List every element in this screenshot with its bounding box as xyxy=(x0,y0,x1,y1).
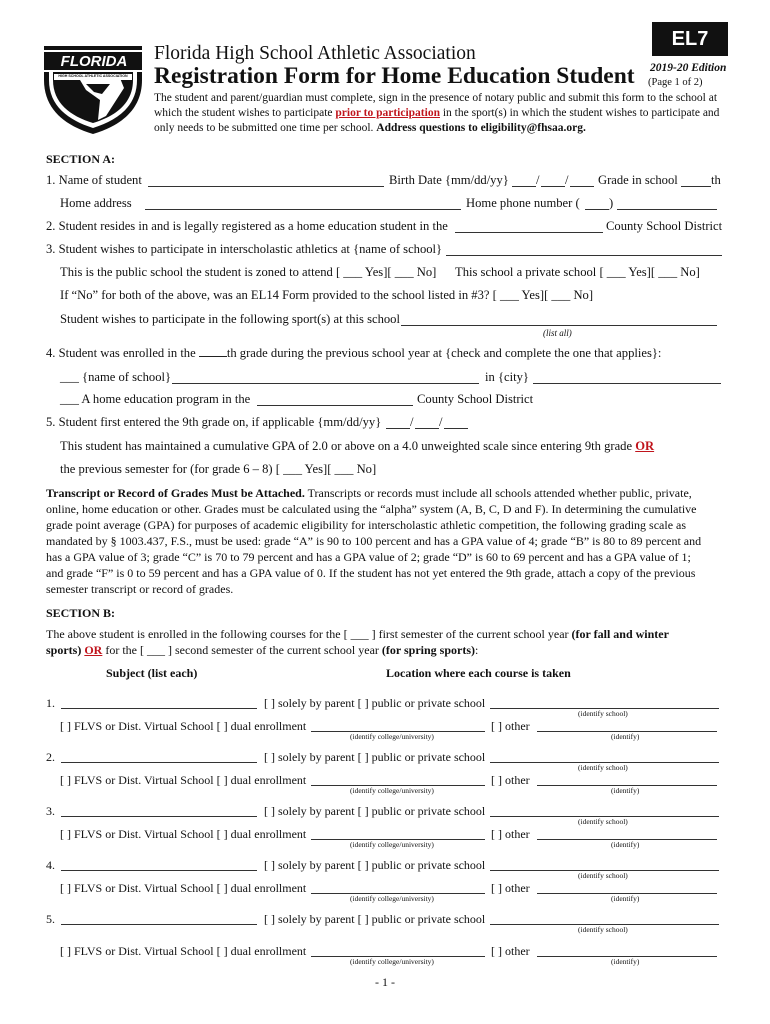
intro-line-3 xyxy=(154,122,586,134)
identify-school-hint: (identify school) xyxy=(578,763,628,772)
page-number: - 1 - xyxy=(375,975,395,989)
transcript-line-2: online, home education or other. Grades must be calculated using the “alpha” system (A, B, C, D and F). In determining the cumulative xyxy=(46,502,697,516)
ninth-day-field[interactable] xyxy=(415,428,439,429)
paren: ) xyxy=(609,196,614,210)
q1-name-label: 1. Name of student xyxy=(46,173,142,187)
identify-other-hint: (identify) xyxy=(611,957,640,966)
transcript-line-5: has a GPA value of 3; grade “C” is 70 to 79 percent and has a GPA value of 2; grade “D” is 60 to 69 percent and has a GPA value of 1; xyxy=(46,550,691,564)
virtual-or-dual-options[interactable]: [ ] FLVS or Dist. Virtual School [ ] dual enrollment xyxy=(60,719,307,733)
virtual-or-dual-options[interactable]: [ ] FLVS or Dist. Virtual School [ ] dual enrollment xyxy=(60,773,307,787)
q1-th: th xyxy=(711,173,721,187)
grade-field[interactable] xyxy=(681,186,711,187)
identify-school-hint: (identify school) xyxy=(578,709,628,718)
transcript-line-7: semester transcript or record of grades. xyxy=(46,582,234,596)
other-option[interactable]: [ ] other xyxy=(491,881,530,895)
county-district-field[interactable] xyxy=(455,232,603,233)
course-subject-field[interactable] xyxy=(61,816,257,817)
q4-home-tail: County School District xyxy=(417,392,534,406)
or-emphasis: OR xyxy=(84,643,103,657)
organization-name: Florida High School Athletic Association xyxy=(154,43,476,64)
colon: : xyxy=(475,643,479,657)
q4-label xyxy=(46,345,661,361)
course-subject-field[interactable] xyxy=(61,924,257,925)
birth-day-field[interactable] xyxy=(541,186,565,187)
page-of-label: (Page 1 of 2) xyxy=(648,77,703,88)
other-option[interactable]: [ ] other xyxy=(491,827,530,841)
q5-label: 5. Student first entered the 9th grade on, if applicable {mm/dd/yy} xyxy=(46,415,382,429)
parent-or-school-options[interactable]: [ ] solely by parent [ ] public or private school xyxy=(264,912,486,926)
transcript-line-3: grade point average (GPA) for purposes of academic eligibility for interscholastic athletic competition, the following grading scale as xyxy=(46,518,687,532)
transcript-line-6: and grade “F” is 0 to 59 percent and has a GPA value of 0. If the student has not yet entered the 9th grade, attach a copy of the previous xyxy=(46,566,696,580)
transcript-line-4: mandated by § 1003.437, F.S., must be used: grade “A” is 90 to 100 percent and has a GPA value of 4; grade “B” is 80 to 89 percent and xyxy=(46,534,702,548)
section-a-heading: SECTION A: xyxy=(46,152,116,166)
subject-column-header: Subject (list each) xyxy=(106,666,198,680)
intro-text: only needs to be submitted one time per school. xyxy=(154,122,377,134)
previous-grade-field[interactable] xyxy=(199,345,227,357)
identify-school-hint: (identify school) xyxy=(578,871,628,880)
q4-text: 4. Student was enrolled in the xyxy=(46,346,199,360)
parent-or-school-options[interactable]: [ ] solely by parent [ ] public or private school xyxy=(264,858,486,872)
zoned-school-question[interactable]: This is the public school the student is zoned to attend [ ___ Yes][ ___ No] xyxy=(60,265,437,279)
home-phone-field[interactable] xyxy=(617,209,717,210)
intro-line-2 xyxy=(154,107,719,119)
fall-winter-label: (for fall and winter xyxy=(571,627,669,641)
fhsaa-logo xyxy=(40,40,146,136)
course-row-number: 1. xyxy=(46,696,55,710)
identify-other-hint: (identify) xyxy=(611,732,640,741)
or-emphasis: OR xyxy=(635,439,655,453)
section-b-line-1[interactable] xyxy=(46,627,669,642)
section-b-heading: SECTION B: xyxy=(46,606,116,620)
intro-line-1: The student and parent/guardian must complete, sign in the presence of notary public and submit this form to the school at xyxy=(154,92,718,104)
sports-label: Student wishes to participate in the following sport(s) at this school xyxy=(60,312,400,326)
virtual-or-dual-options[interactable]: [ ] FLVS or Dist. Virtual School [ ] dual enrollment xyxy=(60,827,307,841)
participation-school-field[interactable] xyxy=(446,255,722,256)
identify-other-hint: (identify) xyxy=(611,786,640,795)
gpa-previous-semester[interactable]: the previous semester for (for grade 6 – 8) [ ___ Yes][ ___ No] xyxy=(60,462,377,476)
other-option[interactable]: [ ] other xyxy=(491,944,530,958)
birth-year-field[interactable] xyxy=(570,186,594,187)
q4-home-option[interactable]: ___ A home education program in the xyxy=(60,392,251,406)
parent-or-school-options[interactable]: [ ] solely by parent [ ] public or private school xyxy=(264,750,486,764)
home-education-county-field[interactable] xyxy=(257,405,413,406)
course-subject-field[interactable] xyxy=(61,762,257,763)
intro-text: in the sport(s) in which the student wishes to participate and xyxy=(439,107,720,119)
logo-subtext: HIGH SCHOOL ATHLETIC ASSOCIATION xyxy=(58,74,128,78)
q1-birth-label: Birth Date {mm/dd/yy} xyxy=(389,173,509,187)
other-option[interactable]: [ ] other xyxy=(491,719,530,733)
slash: / xyxy=(410,415,414,429)
identify-college-hint: (identify college/university) xyxy=(350,840,434,849)
virtual-or-dual-options[interactable]: [ ] FLVS or Dist. Virtual School [ ] dual enrollment xyxy=(60,944,307,958)
sports-close: sports) xyxy=(46,643,85,657)
section-b-line-2[interactable] xyxy=(46,643,478,658)
previous-school-field[interactable] xyxy=(172,383,479,384)
course-row-number: 4. xyxy=(46,858,55,872)
course-row-number: 5. xyxy=(46,912,55,926)
identify-other-hint: (identify) xyxy=(611,894,640,903)
form-title: Registration Form for Home Education Student xyxy=(154,63,635,89)
phone-area-code-field[interactable] xyxy=(585,209,609,210)
parent-or-school-options[interactable]: [ ] solely by parent [ ] public or private school xyxy=(264,804,486,818)
section-b-text: The above student is enrolled in the following courses for the [ ___ ] first semester of the current school year xyxy=(46,627,572,641)
q4-text: th grade during the previous school year at {check and complete the one that applies}: xyxy=(226,346,662,360)
ninth-year-field[interactable] xyxy=(444,428,468,429)
q4-school-option[interactable]: ___ {name of school} xyxy=(60,370,172,384)
q2-tail: County School District xyxy=(606,219,723,233)
birth-month-field[interactable] xyxy=(512,186,536,187)
identify-school-hint: (identify school) xyxy=(578,817,628,826)
contact-email: Address questions to eligibility@fhsaa.org. xyxy=(376,122,586,134)
home-phone-label: Home phone number ( xyxy=(466,196,580,210)
identify-school-hint: (identify school) xyxy=(578,925,628,934)
identify-college-hint: (identify college/university) xyxy=(350,894,434,903)
private-school-question[interactable]: This school a private school [ ___ Yes][ ___ No] xyxy=(455,265,700,279)
transcript-line-1 xyxy=(46,486,692,501)
gpa-text: This student has maintained a cumulative GPA of 2.0 or above on a 4.0 unweighted scale since entering 9th grade xyxy=(60,439,636,453)
spring-sports-label: (for spring sports) xyxy=(381,643,476,657)
virtual-or-dual-options[interactable]: [ ] FLVS or Dist. Virtual School [ ] dual enrollment xyxy=(60,881,307,895)
identify-college-hint: (identify college/university) xyxy=(350,957,434,966)
parent-or-school-options[interactable]: [ ] solely by parent [ ] public or private school xyxy=(264,696,486,710)
list-all-hint: (list all) xyxy=(543,328,572,338)
location-column-header: Location where each course is taken xyxy=(386,666,571,680)
sports-field[interactable] xyxy=(401,325,717,326)
form-code-badge: EL7 xyxy=(652,22,728,56)
home-address-label: Home address xyxy=(60,196,132,210)
student-name-field[interactable] xyxy=(148,186,384,187)
slash: / xyxy=(536,173,540,187)
course-subject-field[interactable] xyxy=(61,708,257,709)
gpa-statement xyxy=(60,439,654,454)
q4-city-label: in {city} xyxy=(485,370,529,384)
course-row-number: 3. xyxy=(46,804,55,818)
el14-question[interactable]: If “No” for both of the above, was an EL14 Form provided to the school listed in #3? [ ___ Yes][ ___ No] xyxy=(60,288,594,302)
home-address-field[interactable] xyxy=(145,209,461,210)
identify-college-hint: (identify college/university) xyxy=(350,786,434,795)
q1-grade-label: Grade in school xyxy=(598,173,678,187)
intro-text: which the student wishes to participate xyxy=(154,107,336,119)
course-subject-field[interactable] xyxy=(61,870,257,871)
other-option[interactable]: [ ] other xyxy=(491,773,530,787)
transcript-bold-lead: Transcript or Record of Grades Must be Attached. xyxy=(46,486,305,500)
previous-city-field[interactable] xyxy=(533,383,721,384)
prior-to-participation: prior to participation xyxy=(335,107,440,119)
q3-label: 3. Student wishes to participate in interscholastic athletics at {name of school} xyxy=(46,242,443,256)
identify-college-hint: (identify college/university) xyxy=(350,732,434,741)
ninth-month-field[interactable] xyxy=(386,428,410,429)
section-b-text: for the [ ___ ] second semester of the current school year xyxy=(102,643,382,657)
transcript-text: Transcripts or records must include all schools attended whether public, private, xyxy=(304,486,692,500)
course-row-number: 2. xyxy=(46,750,55,764)
logo-text: FLORIDA xyxy=(60,53,128,70)
edition-label: 2019-20 Edition xyxy=(650,62,727,74)
slash: / xyxy=(439,415,443,429)
identify-other-hint: (identify) xyxy=(611,840,640,849)
slash: / xyxy=(565,173,569,187)
q2-label: 2. Student resides in and is legally registered as a home education student in the xyxy=(46,219,448,233)
